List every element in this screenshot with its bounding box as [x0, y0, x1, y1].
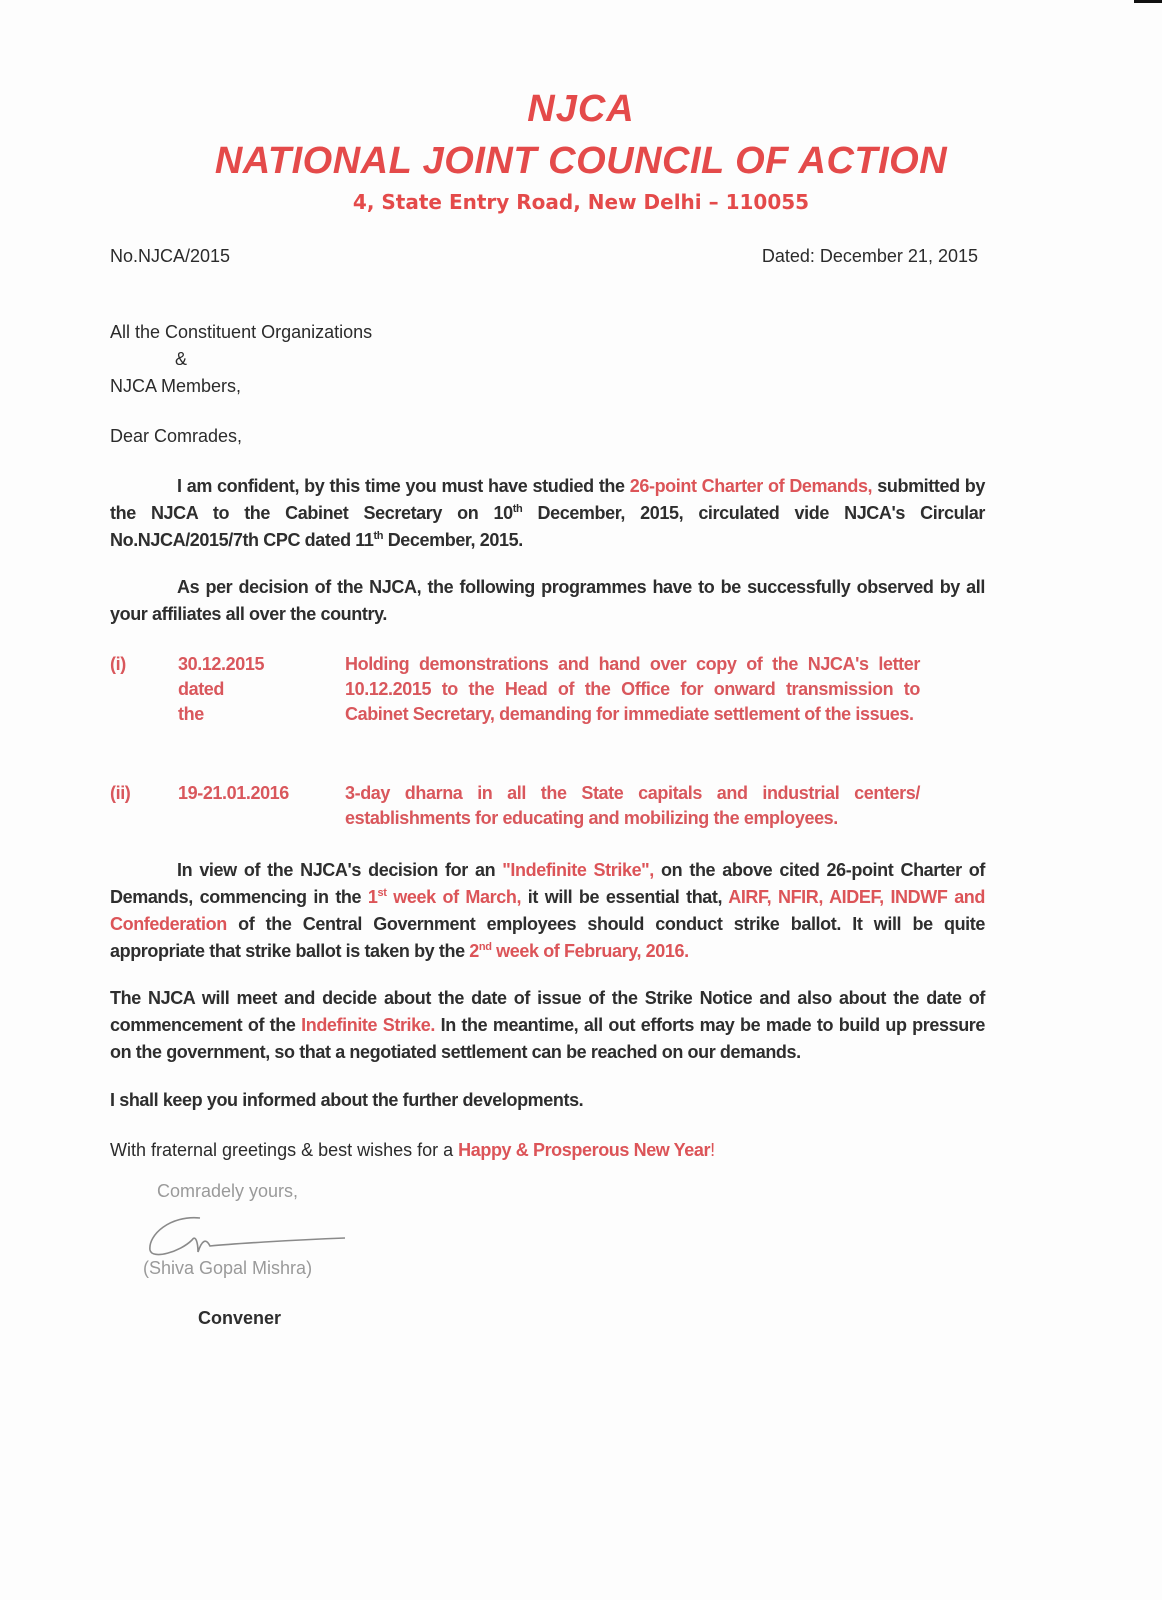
text-segment: th [512, 503, 523, 515]
programme-item [110, 781, 985, 833]
text-segment: on the above cited 26-point Charter of Demands, commencing in the [110, 860, 985, 907]
letterhead-title: NATIONAL JOINT COUNCIL OF ACTION [214, 140, 948, 182]
programme-number: (ii) [110, 783, 131, 803]
addressee-line: NJCA Members, [110, 376, 242, 396]
reference-number: No.NJCA/2015 [110, 246, 231, 266]
text-segment: submitted by the NJCA to the Cabinet Secretary on 10 [110, 476, 985, 523]
text-segment: December, 2015, circulated vide NJCA's Circular No.NJCA/2015/7th CPC dated 11 [110, 503, 985, 550]
programme-date-line: dated [178, 679, 225, 699]
text-segment: I am confident, by this time you must have studied the [177, 476, 630, 496]
addressee-line: & [175, 349, 188, 369]
text-segment: th [373, 530, 384, 542]
letterhead-address: 4, State Entry Road, New Delhi – 110055 [352, 190, 810, 214]
text-segment: week of March, [386, 887, 522, 907]
text-segment: "Indefinite Strike", [502, 860, 654, 880]
closing: Comradely yours, [157, 1181, 299, 1201]
text-segment: Indefinite Strike. [301, 1015, 435, 1035]
body-paragraph-3 [110, 857, 985, 965]
addressee-line: All the Constituent Organizations [110, 322, 373, 342]
programme-item [110, 652, 985, 752]
text-segment: 26-point Charter of Demands, [629, 476, 873, 496]
programme-date: 19-21.01.2016 [178, 783, 289, 803]
text-segment: The NJCA will meet and decide about the date of issue of the Strike Notice and also about the date of commencement of the [110, 988, 985, 1035]
signatory-name: (Shiva Gopal Mishra) [143, 1258, 313, 1278]
body-paragraph-2 [110, 574, 985, 628]
letterhead-acronym: NJCA [527, 88, 635, 130]
greeting-text: With fraternal greetings & best wishes for a [110, 1140, 459, 1160]
body-paragraph-1 [110, 473, 985, 554]
programme-date-line: 30.12.2015 [178, 654, 265, 674]
text-segment: In view of the NJCA's decision for an [177, 860, 503, 880]
programme-description: 3-day dharna in all the State capitals and industrial centers/ establishments for educating and mobilizing the employees. [345, 783, 920, 828]
greeting-highlight: Happy & Prosperous New Year [458, 1140, 711, 1160]
text-segment: December, 2015. [383, 530, 523, 550]
greeting [110, 1137, 715, 1164]
text-segment: it will be essential that, [521, 887, 729, 907]
body-paragraph-5 [110, 1087, 985, 1114]
text-segment: In the meantime, all out efforts may be made to build up pressure on the government, so that a negotiated settlement can be reached on our demands. [110, 1015, 986, 1062]
programme-description: Holding demonstrations and hand over copy of the NJCA's letter 10.12.2015 to the Head of the Office for onward transmission to Cabinet Secretary, demanding for immediate settlement of the issues. [345, 654, 920, 724]
programme-date-line: the [178, 704, 204, 724]
text-segment: As per decision of the NJCA, the following programmes have to be successfully observed by all your affiliates all over the country. [110, 577, 985, 624]
programme-number: (i) [110, 654, 126, 674]
text-segment: I shall keep you informed about the further developments. [110, 1090, 584, 1110]
body-paragraph-4 [110, 985, 985, 1066]
text-segment: st [377, 887, 387, 899]
text-segment: 1 [367, 887, 378, 907]
text-segment: of the Central Government employees should conduct strike ballot. It will be quite appropriate that strike ballot is taken by the [110, 914, 985, 961]
text-segment: nd [478, 941, 492, 953]
scan-edge-mark [1134, 0, 1162, 3]
salutation: Dear Comrades, [110, 426, 243, 446]
text-segment: week of February, 2016. [491, 941, 689, 961]
programme-date [178, 652, 328, 727]
text-segment: 2 [469, 941, 479, 961]
signatory-designation: Convener [198, 1308, 282, 1328]
text-segment: AIRF, NFIR, AIDEF, INDWF and Confederation [110, 887, 985, 934]
greeting-end: ! [710, 1140, 716, 1160]
letter-date: Dated: December 21, 2015 [761, 246, 978, 266]
